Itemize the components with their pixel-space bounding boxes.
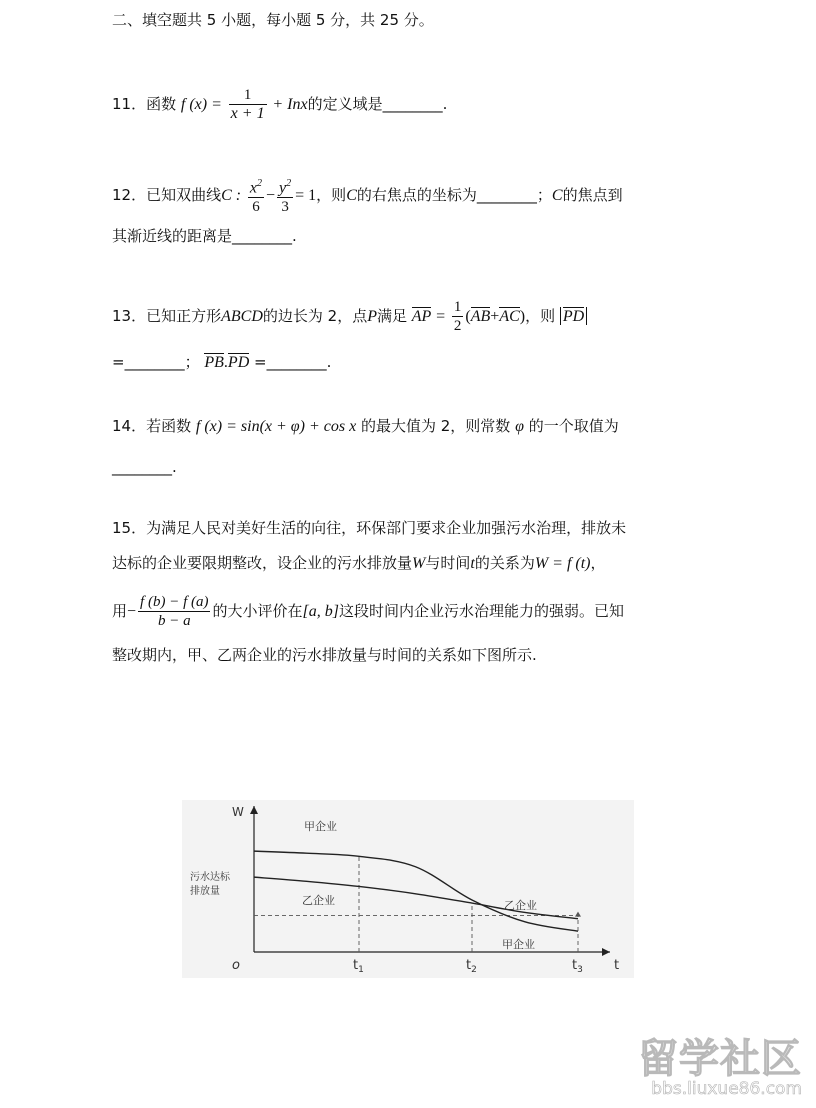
q12-eq1: = 1 xyxy=(295,187,317,205)
q14-end: . xyxy=(172,458,177,476)
q14-phi: φ xyxy=(515,418,524,435)
q13-rparen: ) xyxy=(519,308,526,325)
q11-lnx: Inx xyxy=(287,96,308,113)
q13-p: P xyxy=(367,308,377,325)
q12-blank2: ________ xyxy=(232,227,293,245)
watermark-url: bbs.liuxue86.com xyxy=(651,1079,802,1099)
q12-c-colon: C : xyxy=(221,187,242,205)
q11-post: 的定义域是 xyxy=(307,95,383,113)
q15-l2b: 与时间 xyxy=(425,554,471,572)
q15-l3b: 的大小评价在 xyxy=(212,602,303,620)
q13-half-num: 1 xyxy=(453,299,462,315)
q14-post: 的一个取值为 xyxy=(528,417,619,435)
q12-sep: ； xyxy=(536,186,552,205)
question-14 xyxy=(112,414,619,439)
q12-mid3: 的焦点到 xyxy=(562,186,623,205)
q11-plus: + xyxy=(273,96,283,113)
label-jia-bottom: 甲企业 xyxy=(502,938,535,951)
q12-three: 3 xyxy=(277,197,293,216)
q12-c2: C xyxy=(551,187,563,205)
q13-number: 13． xyxy=(112,307,147,325)
q13-mid3: ，则 xyxy=(525,307,556,325)
section-title: 二、填空题共 5 小题，每小题 5 分，共 25 分。 xyxy=(112,11,434,29)
q13-mid2: 满足 xyxy=(376,307,407,325)
q14-blank: ________ xyxy=(112,458,172,476)
q13-end: . xyxy=(326,353,332,371)
q12-end: . xyxy=(292,227,297,245)
q13-lparen: ( xyxy=(465,308,471,325)
q13-mid1: 的边长为 2，点 xyxy=(262,307,368,325)
watermark xyxy=(638,1038,802,1098)
q15-t: t xyxy=(470,555,475,572)
q14-fx: f (x) = sin(x + φ) + cos x xyxy=(195,418,357,435)
q11-fx: f (x) = xyxy=(180,96,222,113)
tick-label-t2: $t_2$ xyxy=(466,958,477,975)
q11-pre: 函数 xyxy=(146,95,177,113)
q12-mid2: 的右焦点的坐标为 xyxy=(356,186,477,205)
q13-vec-ab: AB xyxy=(470,308,491,325)
q13-abcd: ABCD xyxy=(221,308,263,325)
y-axis-label: W xyxy=(232,805,244,819)
q11-frac-den: x + 1 xyxy=(230,105,265,122)
q13-half-den: 2 xyxy=(453,318,462,334)
tick-subscript: 2 xyxy=(471,965,477,975)
q15-wft: W = f (t) xyxy=(534,555,591,572)
q12-six: 6 xyxy=(248,197,264,216)
q12-x-exp: 2 xyxy=(257,178,262,189)
q13-vec-pd: PD xyxy=(562,308,585,325)
question-15-line2 xyxy=(112,551,606,576)
q12-y-exp: 2 xyxy=(286,178,292,189)
q12-c: C xyxy=(346,187,357,205)
q12-x2 xyxy=(248,175,264,197)
label-yi-right: 乙企业 xyxy=(504,899,537,912)
q15-l3c: 这段时间内企业污水治理能力的强弱。已知 xyxy=(338,602,624,620)
q13-abs-pd xyxy=(560,307,587,325)
question-12 xyxy=(112,175,623,216)
question-15-line1: 15．为满足人民对美好生活的向往，环保部门要求企业加强污水治理，排放未 xyxy=(112,519,627,537)
q15-frac-den: b − a xyxy=(138,611,210,630)
q13-blank1: ________ xyxy=(124,353,185,371)
q13-eq: = xyxy=(436,308,446,325)
q13-vec-pd2: PD xyxy=(227,354,250,371)
q13-vec-pb2: PB xyxy=(204,354,224,371)
question-11 xyxy=(112,86,447,123)
question-12-line2 xyxy=(112,224,297,248)
q12-y2 xyxy=(277,175,293,197)
tick-label-t3: $t_3$ xyxy=(572,958,583,975)
q15-w: W xyxy=(412,555,426,572)
q15-frac-num: f (b) − f (a) xyxy=(140,594,209,610)
threshold-label-line: 排放量 xyxy=(190,886,220,897)
threshold-label-line: 污水达标 xyxy=(190,872,230,883)
q11-blank: ________ xyxy=(382,95,443,113)
q13-blank2: ________ xyxy=(266,353,327,371)
q12-x: x xyxy=(249,179,257,197)
q12-minus: − xyxy=(266,187,276,205)
q15-l2a: 达标的企业要限期整改，设企业的污水排放量 xyxy=(112,554,413,572)
q12-pre: 已知双曲线 xyxy=(146,186,222,205)
q15-interval: [a, b] xyxy=(302,603,339,620)
q14-mid: 的最大值为 2，则常数 xyxy=(360,417,511,435)
x-axis-label: t xyxy=(614,958,620,973)
question-14-line2 xyxy=(112,455,177,479)
q14-pre: 若函数 xyxy=(146,417,192,435)
question-15-line4: 整改期内，甲、乙两企业的污水排放量与时间的关系如下图所示. xyxy=(112,646,537,664)
watermark-logo: 留学社区 xyxy=(638,1036,802,1082)
tick-subscript: 3 xyxy=(577,965,583,975)
emission-chart xyxy=(182,800,634,978)
question-13-line2 xyxy=(112,350,331,375)
q12-y: y xyxy=(279,179,287,197)
q15-l2d: ， xyxy=(590,554,606,572)
q13-plus: + xyxy=(490,308,500,325)
q14-number: 14． xyxy=(112,417,147,435)
q12-frac-x xyxy=(248,175,264,216)
tick-label-t1: $t_1$ xyxy=(353,958,364,975)
tick-subscript: 1 xyxy=(358,965,364,975)
origin-label: o xyxy=(232,958,240,973)
q13-vec-ap: AP xyxy=(411,308,432,325)
q13-vec-ac: AC xyxy=(499,308,520,325)
q13-pre: 已知正方形 xyxy=(146,307,222,325)
q13-line2-eq: = xyxy=(112,353,125,371)
q11-fraction xyxy=(229,86,267,123)
q15-l2c: 的关系为 xyxy=(474,554,535,572)
q13-sep: ； xyxy=(184,353,200,371)
label-yi-left: 乙企业 xyxy=(302,894,335,907)
q15-l3a: 用 xyxy=(112,602,128,620)
question-13 xyxy=(112,298,587,335)
q13-eq2: = xyxy=(254,353,267,371)
label-jia-top: 甲企业 xyxy=(304,820,337,833)
q12-mid1: ，则 xyxy=(316,186,347,205)
q11-number: 11． xyxy=(112,95,147,113)
q12-number: 12． xyxy=(112,186,147,205)
q15-fraction xyxy=(138,593,210,630)
q11-end: . xyxy=(442,95,448,113)
q13-dot: . xyxy=(223,354,228,371)
q12-line2-text: 其渐近线的距离是 xyxy=(112,227,233,245)
q13-half xyxy=(452,298,464,335)
question-15-line3 xyxy=(112,593,624,630)
q12-frac-y xyxy=(277,175,293,216)
q11-frac-num: 1 xyxy=(243,87,252,103)
q12-blank1: ________ xyxy=(476,186,537,205)
chart-background xyxy=(182,800,634,978)
q15-neg: − xyxy=(127,603,137,620)
